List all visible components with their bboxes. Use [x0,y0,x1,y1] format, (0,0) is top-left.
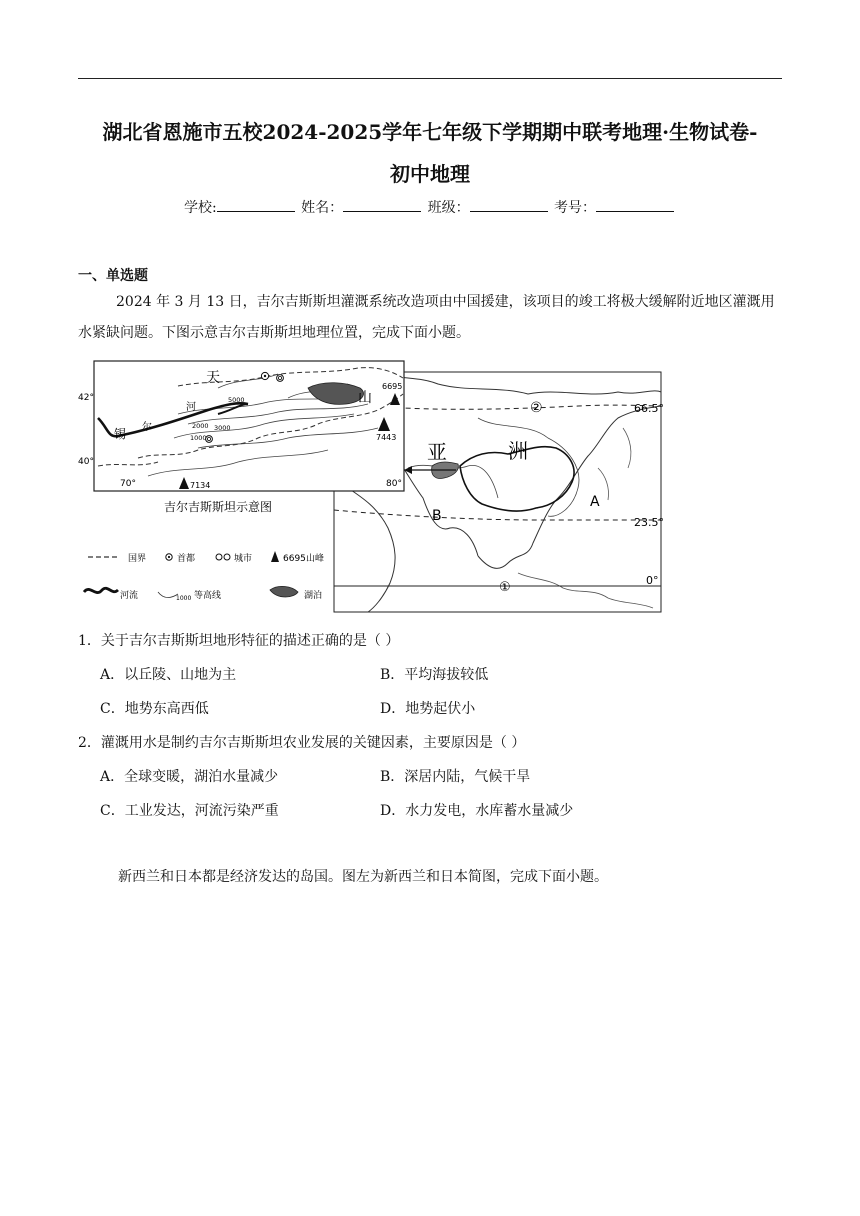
q2-option-a[interactable]: A．全球变暖，湖泊水量减少 [100,769,279,785]
q2-option-c[interactable]: C．工业发达，河流污染严重 [100,803,279,819]
page-title-line2: 初中地理 [390,162,470,186]
school-blank[interactable] [217,197,295,212]
class-blank[interactable] [470,197,548,212]
map-figure [78,358,668,616]
map-label-B: B [432,508,442,524]
peak-6695-label: 6695 [382,382,403,391]
legend-river-label: 河流 [120,591,139,601]
q1-option-c[interactable]: C．地势东高西低 [100,701,209,717]
river-label-2: 尔 [142,422,152,433]
label-shan: 山 [358,390,372,406]
river-label-1: 锡 [114,427,127,441]
lon-80-label: 80° [386,479,402,489]
question-intro-2: 新西兰和日本都是经济发达的岛国。图左为新西兰和日本简图，完成下面小题。 [118,869,608,885]
lon-70-label: 70° [120,479,136,489]
peak-7443-label: 7443 [376,433,397,442]
map-legend [84,551,324,602]
peak-7134-label: 7134 [190,481,211,490]
class-label: 班级： [427,200,470,216]
question-2-stem: 2．灌溉用水是制约吉尔吉斯斯坦农业发展的关键因素，主要原因是（ ） [78,735,526,751]
contour-1000: 1000 [190,434,207,442]
legend-capital-label: 首都 [177,554,196,564]
map-label-2: ② [530,400,543,416]
map-label-zhou: 洲 [508,439,528,463]
question-1-stem: 1．关于吉尔吉斯斯坦地形特征的描述正确的是（ ） [78,633,400,649]
kyrgyzstan-inset-map [78,361,404,491]
contour-5000: 5000 [228,396,245,404]
student-info-fields [0,197,860,217]
contour-2000: 2000 [192,422,209,430]
page-title-line1: 湖北省恩施市五校2024-2025学年七年级下学期期中联考地理·生物试卷- [102,120,758,144]
river-label-3: 河 [186,402,196,413]
section-heading: 一、单选题 [78,268,148,284]
legend-contour-label: 等高线 [194,591,222,601]
legend-lake-label: 湖泊 [304,591,323,601]
lat-40-label: 40° [78,457,94,467]
header-rule [78,78,782,79]
label-tian: 天 [206,370,220,386]
map-label-ya: 亚 [427,440,447,464]
contour-3000: 3000 [214,424,231,432]
lat-42-label: 42° [78,393,94,403]
school-label: 学校: [183,200,217,216]
name-label: 姓名： [301,200,344,216]
legend-peak-label: 山峰 [306,554,325,564]
legend-contour-value: 1000 [176,595,192,602]
legend-peak-value: 6695 [283,554,306,564]
name-blank[interactable] [343,197,421,212]
q2-option-b[interactable]: B．深居内陆，气候干旱 [380,769,531,785]
legend-city-label: 城市 [234,554,253,564]
exam-no-label: 考号： [554,200,597,216]
lat-23-5: 23.5° [634,516,664,529]
map-label-1: ① [499,580,511,595]
q1-option-a[interactable]: A．以丘陵、山地为主 [100,667,237,683]
question-intro: 2024 年 3 月 13 日，吉尔吉斯斯坦灌溉系统改造项由中国援建，该项目的竣工将极大缓解附近地区灌溉用水紧缺问题。下图示意吉尔吉斯斯坦地理位置，完成下面小题。 [78,294,775,341]
q1-option-d[interactable]: D．地势起伏小 [380,701,476,717]
q2-option-d[interactable]: D．水力发电，水库蓄水量减少 [380,803,574,819]
lat-0: 0° [646,574,659,587]
lat-66-5: 66.5° [634,402,664,415]
q1-option-b[interactable]: B．平均海拔较低 [380,667,489,683]
map-label-A: A [590,494,600,510]
legend-border-label: 国界 [128,554,147,564]
exam-no-blank[interactable] [596,197,674,212]
inset-caption: 吉尔吉斯斯坦示意图 [164,500,273,514]
